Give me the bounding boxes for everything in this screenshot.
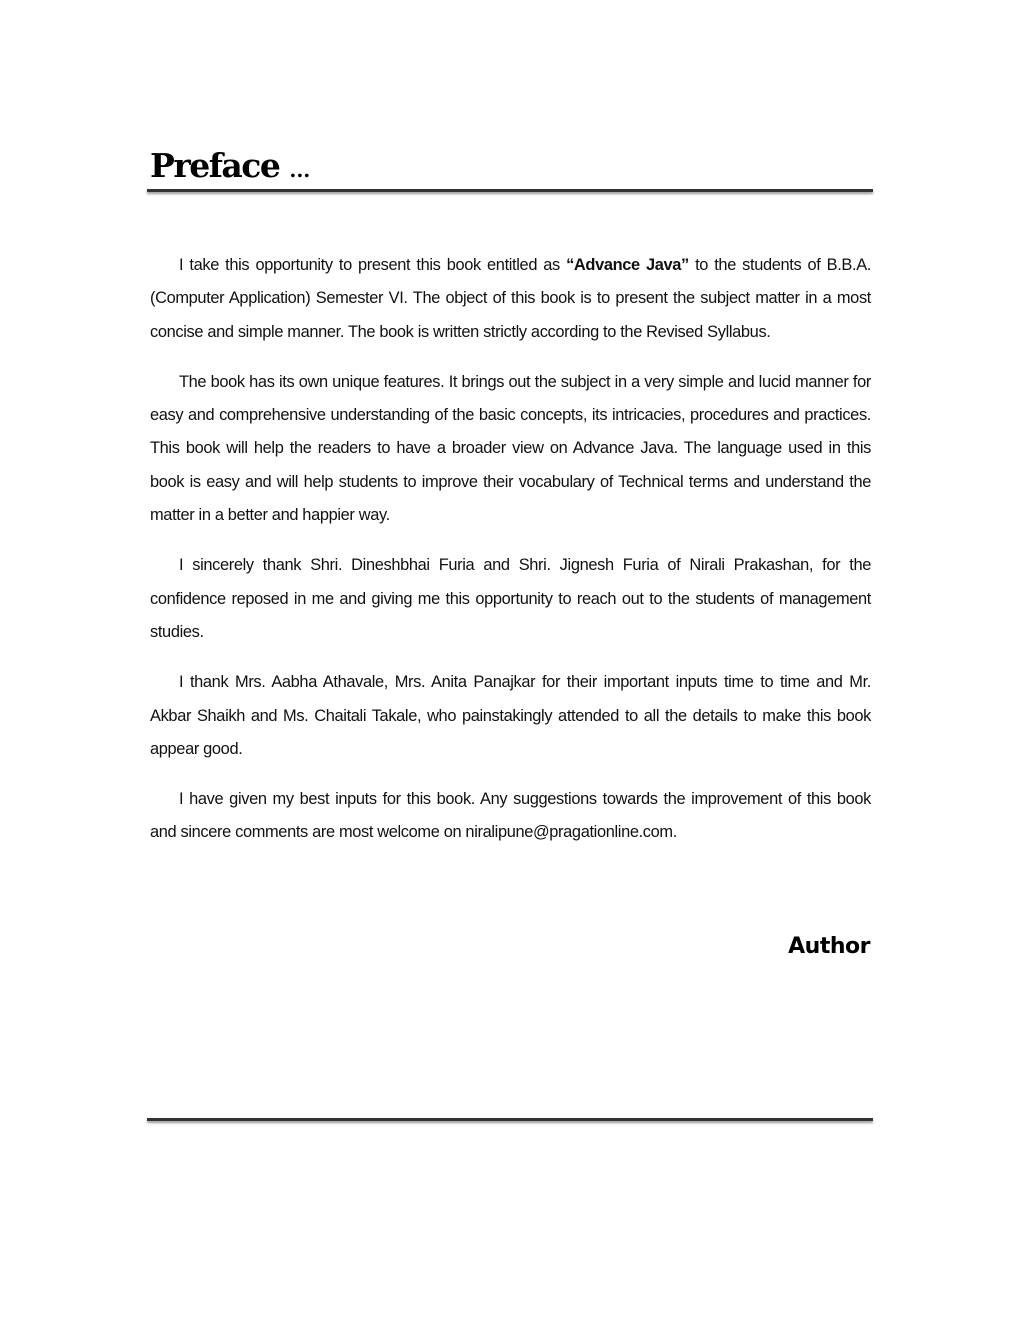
author-signature: Author (788, 934, 870, 959)
title-text: Preface (150, 146, 280, 185)
text: I take this opportunity to present this book entitled as (179, 256, 567, 274)
paragraph-3: I sincerely thank Shri. Dineshbhai Furia and Shri. Jignesh Furia of Nirali Prakashan, for the confidence reposed in me and giving me this opportunity to reach out to the students of management studies. (150, 556, 871, 641)
paragraph-1 (150, 249, 871, 349)
preface-body (150, 249, 871, 867)
text: to the students of B.B.A. (Computer Application) Semester VI. The object of this book is to present the subject matter in a most concise and simple manner. The book is written strictly according to the Revised Syllabus. (150, 256, 871, 341)
paragraph-5: I have given my best inputs for this book. Any suggestions towards the improvement of this book and sincere comments are most welcome on niralipune@pragationline.com. (150, 790, 871, 842)
paragraph-2: The book has its own unique features. It brings out the subject in a very simple and lucid manner for easy and comprehensive understanding of the basic concepts, its intricacies, procedures and practices. This book will help the readers to have a broader view on Advance Java. The language used in this book is easy and will help students to improve their vocabulary of Technical terms and understand the matter in a better and happier way. (150, 372, 871, 525)
bottom-rule (147, 1118, 873, 1121)
top-rule (147, 189, 873, 192)
book-title: “Advance Java” (566, 256, 689, 274)
page-title (150, 146, 310, 185)
title-dots: ... (289, 158, 311, 182)
paragraph-4: I thank Mrs. Aabha Athavale, Mrs. Anita Panajkar for their important inputs time to time and Mr. Akbar Shaikh and Ms. Chaitali Takale, who painstakingly attended to all the details to make this book appear good. (150, 673, 871, 758)
